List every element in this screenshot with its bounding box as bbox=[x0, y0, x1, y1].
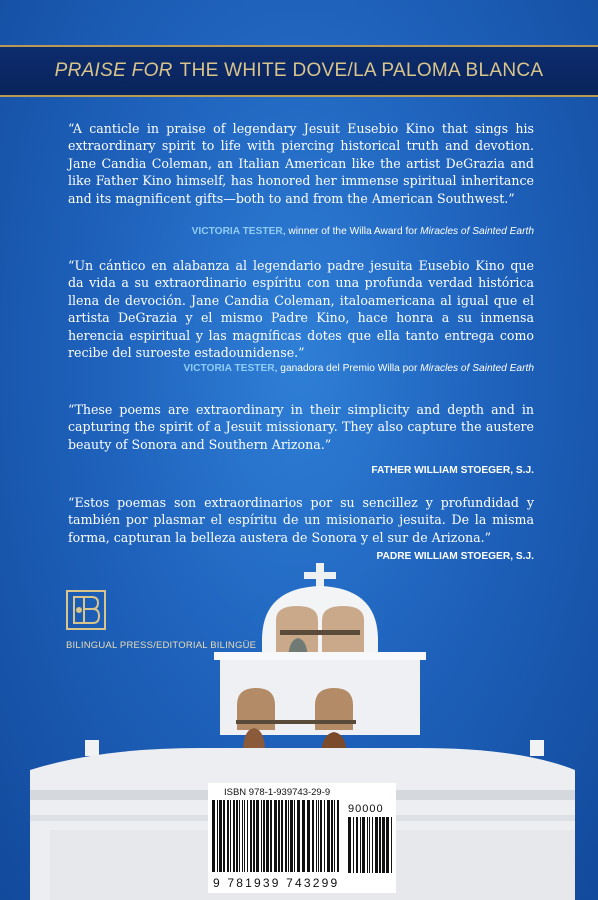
quote-text: “Estos poemas son extraordinarios por su sencillez y profundidad y también por plasmar el espíritu de un misionario jesuita. De la misma forma, capturan la belleza austera de Sonora y el sur de Arizona.” bbox=[68, 495, 534, 545]
praise-label: PRAISE FOR bbox=[54, 60, 173, 81]
quote-attribution bbox=[192, 226, 534, 237]
attribution-role: , winner of the Willa Award for bbox=[282, 226, 421, 237]
praise-banner bbox=[0, 45, 598, 97]
quote-text: “Un cántico en alabanza al legendario padre jesuita Eusebio Kino que da vida a su extraordinario espíritu con una profunda verdad histórica llena de devoción. Jane Candia Coleman, italoamericana al igual que el artista DeGrazia y el mismo Padre Kino, hace honra a su inmensa herencia espiritual y las magníficas dotes que ella tanto entrega como recibe del suroeste estadounidense.” bbox=[68, 258, 534, 360]
attribution-work: Miracles of Sainted Earth bbox=[420, 226, 534, 237]
quote-attribution bbox=[184, 363, 535, 374]
attribution-name: PADRE WILLIAM STOEGER, S.J. bbox=[376, 551, 534, 562]
quote-attribution bbox=[371, 465, 534, 476]
attribution-role: , ganadora del Premio Willa por bbox=[274, 363, 421, 374]
quote-attribution bbox=[376, 551, 534, 562]
attribution-name: FATHER WILLIAM STOEGER, S.J. bbox=[371, 465, 534, 476]
quote-text: “A canticle in praise of legendary Jesuit Eusebio Kino that sings his extraordinary spirit to life with piercing historical truth and devotion. Jane Candia Coleman, an Italian American like the artist DeGrazia and like Father Kino himself, has honored her immense spiritual inheritance and its magnificent gifts—both to and from the American Southwest.” bbox=[68, 121, 534, 206]
isbn-barcode bbox=[212, 800, 340, 872]
attribution-work: Miracles of Sainted Earth bbox=[420, 363, 534, 374]
book-title: THE WHITE DOVE/LA PALOMA BLANCA bbox=[179, 60, 544, 81]
ean-digits: 9 781939 743299 bbox=[213, 876, 340, 890]
price-barcode bbox=[348, 817, 392, 873]
publisher-logo bbox=[66, 590, 106, 630]
attribution-name: VICTORIA TESTER bbox=[191, 226, 283, 237]
price-code: 90000 bbox=[348, 803, 384, 815]
quote-text: “These poems are extraordinary in their simplicity and depth and in capturing the spirit of a Jesuit missionary. They also capture the austere beauty of Sonora and Southern Arizona.” bbox=[68, 402, 534, 452]
publisher-name: BILINGUAL PRESS/EDITORIAL BILINGÜE bbox=[66, 640, 257, 651]
attribution-name: VICTORIA TESTER bbox=[183, 363, 275, 374]
isbn-label: ISBN 978-1-939743-29-9 bbox=[224, 787, 331, 798]
